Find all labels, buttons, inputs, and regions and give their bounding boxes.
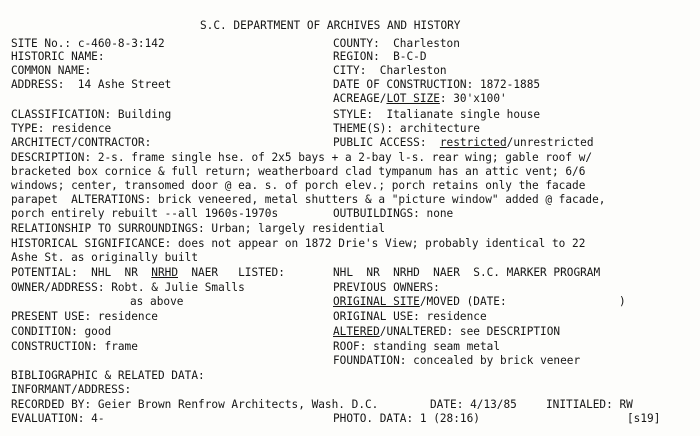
listed: LISTED: <box>238 266 285 279</box>
condition: CONDITION: good <box>11 325 112 338</box>
historical-significance: HISTORICAL SIGNIFICANCE: does not appear on 1872 Drie's View; probably identical to 22 <box>11 237 586 250</box>
photo-data: PHOTO. DATA: 1 (28:16) <box>333 412 480 425</box>
form-code: [s19] <box>627 412 661 425</box>
public-access: PUBLIC ACCESS: restricted/unrestricted <box>333 136 594 149</box>
evaluation: EVALUATION: 4- <box>11 412 105 425</box>
informant-address: INFORMANT/ADDRESS: <box>11 383 132 396</box>
city: CITY: Charleston <box>333 64 447 77</box>
previous-owners: PREVIOUS OWNERS: <box>333 281 440 294</box>
type: TYPE: residence <box>11 122 112 135</box>
original-use: ORIGINAL USE: residence <box>333 310 487 323</box>
historical-significance-cont: Ashe St. as originally built <box>11 251 199 264</box>
date-of-construction: DATE OF CONSTRUCTION: 1872-1885 <box>333 78 541 91</box>
card-header: S.C. DEPARTMENT OF ARCHIVES AND HISTORY <box>200 19 461 32</box>
foundation: FOUNDATION: concealed by brick veneer <box>333 354 581 367</box>
county: COUNTY: Charleston <box>333 37 460 50</box>
common-name: COMMON NAME: <box>11 64 92 77</box>
potential: POTENTIAL: NHL NR NRHD NAER LISTED: <box>11 266 285 279</box>
listed-options: NHL NR NRHD NAER S.C. MARKER PROGRAM <box>333 266 601 279</box>
owner-address-cont: as above <box>130 295 184 308</box>
acreage-lot-size: ACREAGE/LOT SIZE: 30'x100' <box>333 92 507 105</box>
description-line: parapet ALTERATIONS: brick veneered, metal shutters & a "picture window" added @ facade, <box>11 193 606 206</box>
record-date: DATE: 4/13/85 <box>430 398 517 411</box>
architect-contractor: ARCHITECT/CONTRACTOR: <box>11 136 152 149</box>
description-line: windows; center, transomed door @ ea. s. of porch elev.; porch retains only the facade <box>11 179 586 192</box>
relationship-to-surroundings: RELATIONSHIP TO SURROUNDINGS: Urban; largely residential <box>11 222 386 235</box>
region: REGION: B-C-D <box>333 50 427 63</box>
description-line: bracketed box cornice & full return; weatherboard clad tympanum has an attic vent; 6/6 <box>11 165 586 178</box>
recorded-by: RECORDED BY: Geier Brown Renfrow Architects, Wash. D.C. <box>11 398 379 411</box>
description-line: DESCRIPTION: 2-s. frame single hse. of 2x5 bays + a 2-bay l-s. rear wing; gable roof w/ <box>11 151 593 164</box>
original-site-close: ) <box>619 295 626 308</box>
roof: ROOF: standing seam metal <box>333 340 500 353</box>
description-line: porch entirely rebuilt --all 1960s-1970s <box>11 207 279 220</box>
owner-address: OWNER/ADDRESS: Robt. & Julie Smalls <box>11 281 245 294</box>
outbuildings: OUTBUILDINGS: none <box>333 207 454 220</box>
construction: CONSTRUCTION: frame <box>11 340 138 353</box>
historic-name: HISTORIC NAME: <box>11 50 105 63</box>
present-use: PRESENT USE: residence <box>11 310 158 323</box>
classification: CLASSIFICATION: Building <box>11 108 172 121</box>
themes: THEME(S): architecture <box>333 122 480 135</box>
original-site: ORIGINAL SITE/MOVED (DATE: <box>333 295 507 308</box>
altered-unaltered: ALTERED/UNALTERED: see DESCRIPTION <box>333 325 561 338</box>
style: STYLE: Italianate single house <box>333 108 541 121</box>
site-number: SITE No.: c-460-8-3:142 <box>11 37 165 50</box>
bibliographic-data: BIBLIOGRAPHIC & RELATED DATA: <box>11 369 205 382</box>
initialed: INITIALED: RW <box>546 398 633 411</box>
address: ADDRESS: 14 Ashe Street <box>11 78 172 91</box>
